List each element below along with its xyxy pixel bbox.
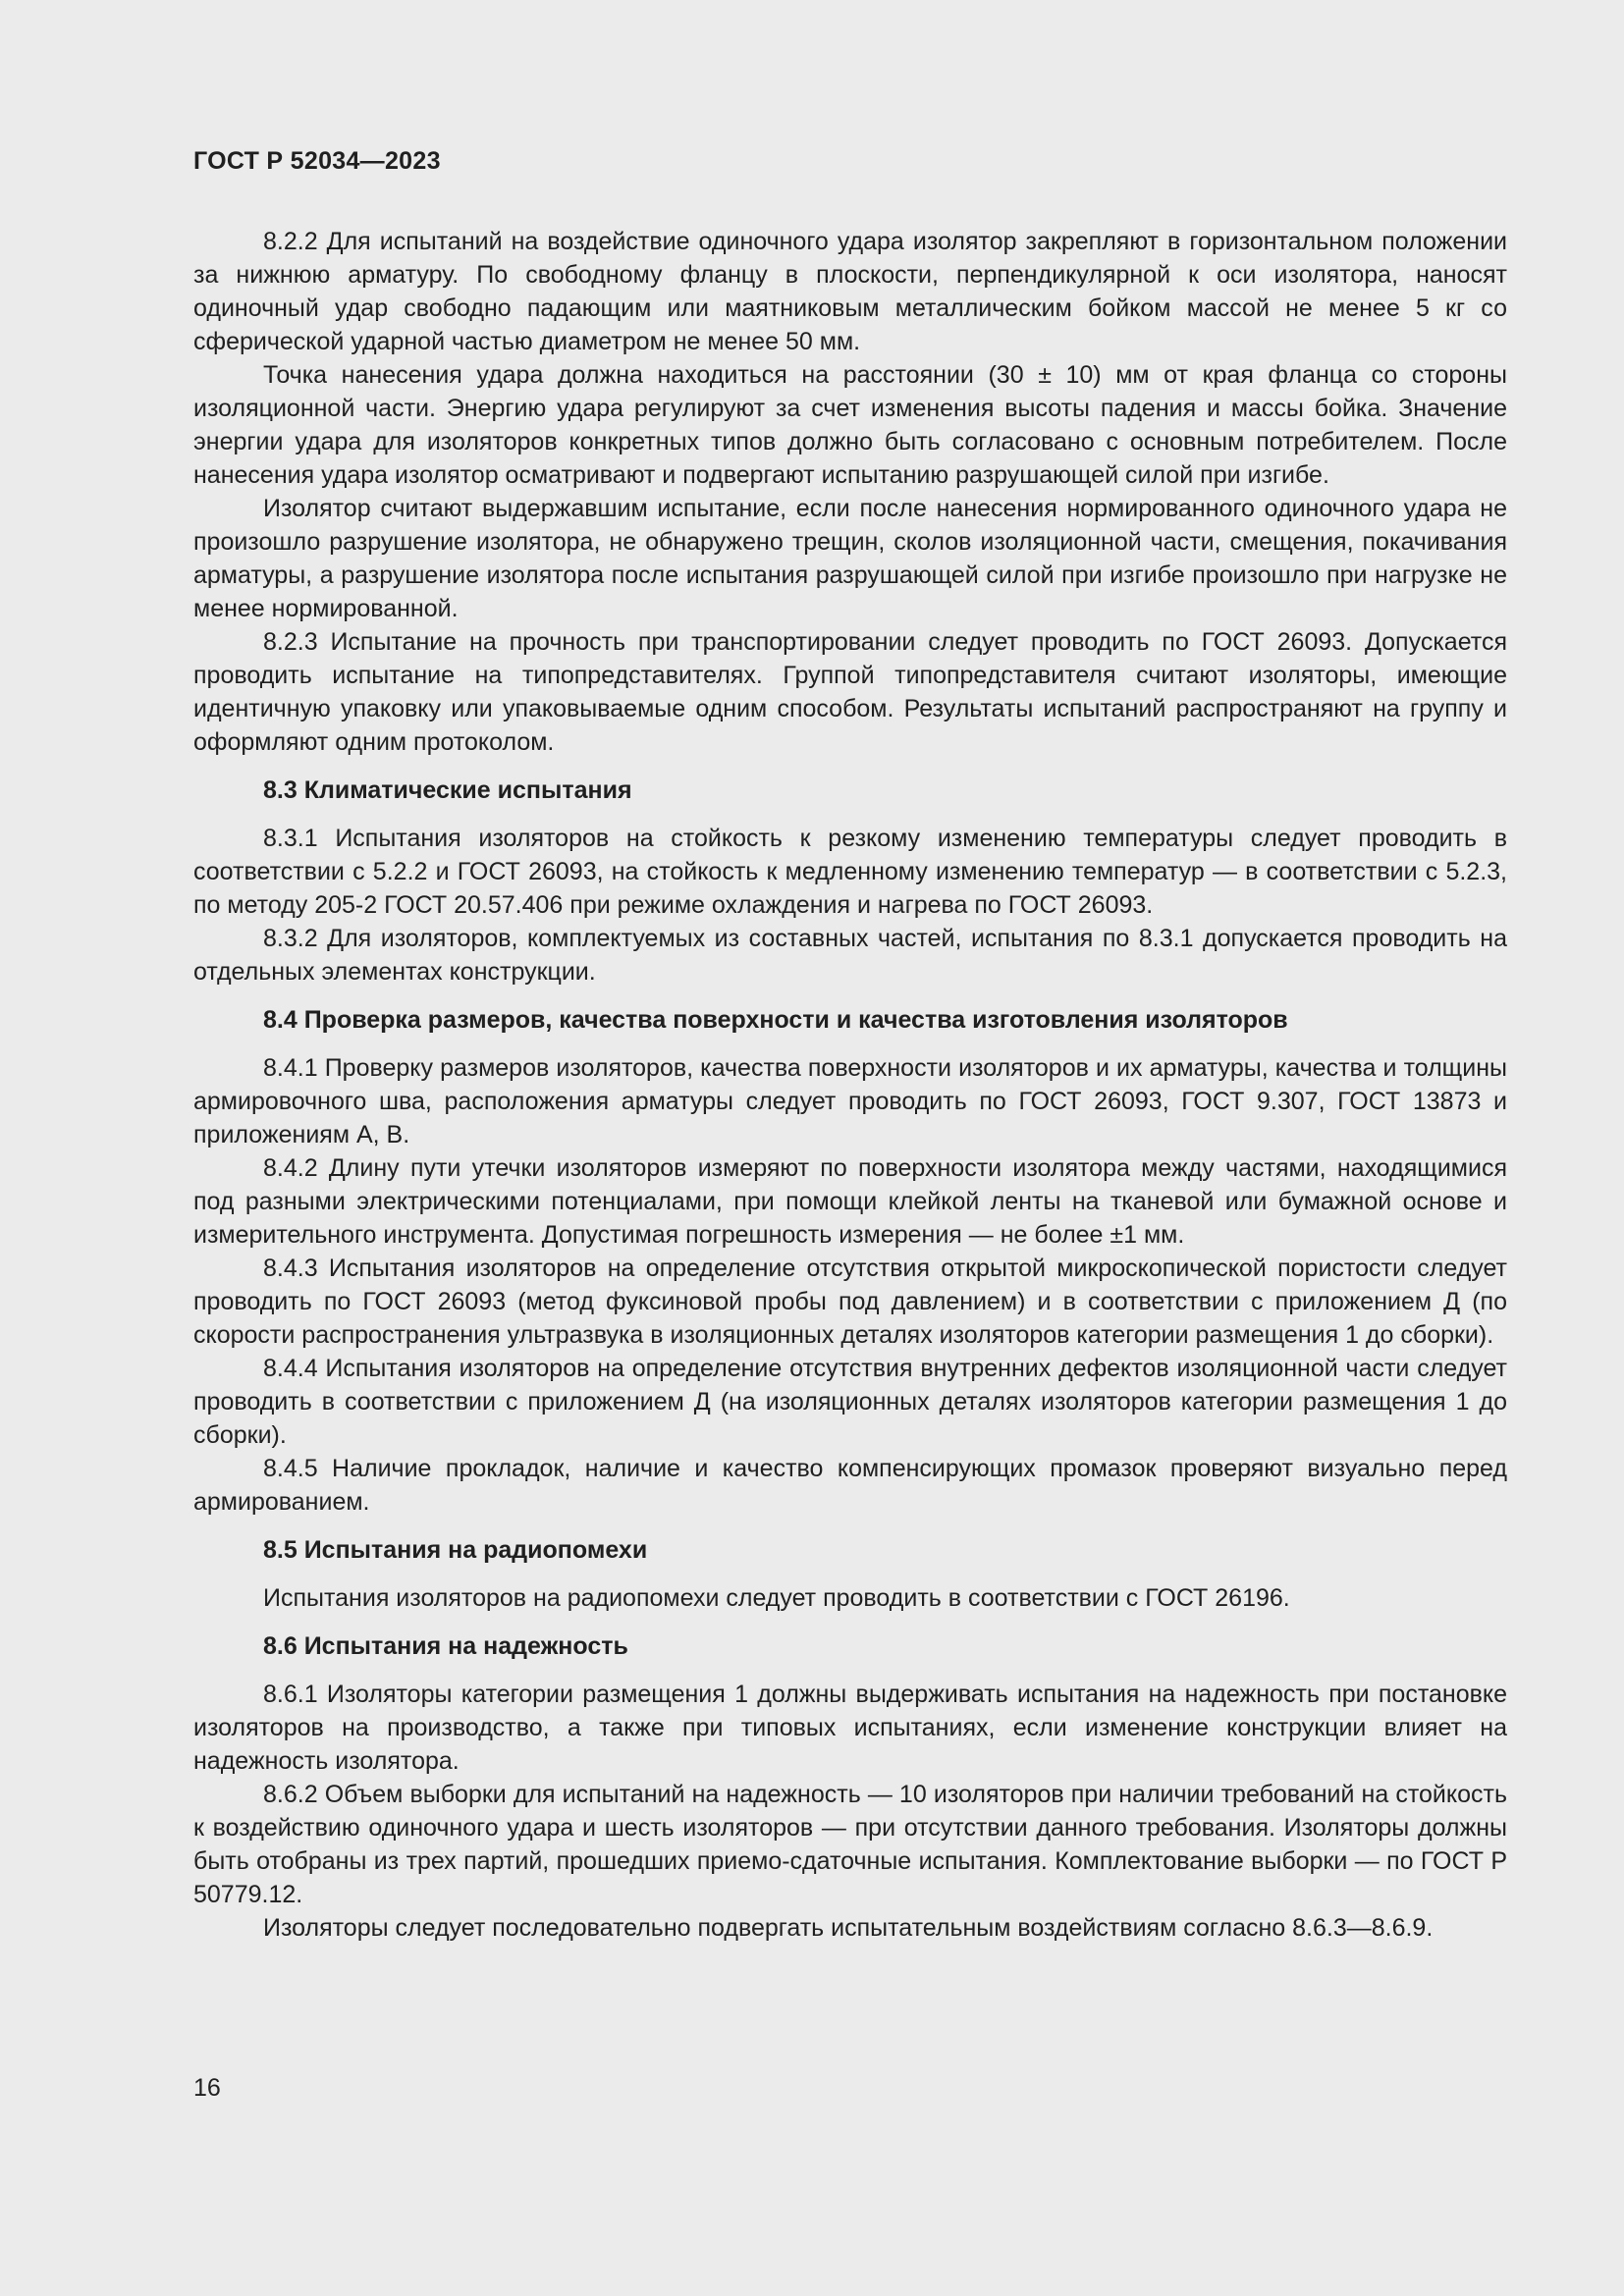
document-body [193, 225, 1507, 1945]
paragraph-8-4-4: 8.4.4 Испытания изоляторов на определение отсутствия внутренних дефектов изоляционной части следует проводить в соответствии с приложением Д (на изоляционных деталях изоляторов категории размещения 1 до сборки). [193, 1355, 1507, 1449]
document-header-title: ГОСТ Р 52034—2023 [193, 147, 441, 175]
paragraph-8-2-2: 8.2.2 Для испытаний на воздействие одиночного удара изолятор закрепляют в горизонтальном положении за нижнюю арматуру. По свободному фланцу в плоскости, перпендикулярной к оси изолятора, наносят одиночный удар свободно падающим или маятниковым металлическим бойком массой не менее 5 кг со сферической ударной частью диаметром не менее 50 мм. [193, 228, 1507, 355]
paragraph-8-6-1: 8.6.1 Изоляторы категории размещения 1 должны выдерживать испытания на надежность при постановке изоляторов на производство, а также при типовых испытаниях, если изменение конструкции влияет на надежность изолятора. [193, 1681, 1507, 1775]
section-heading-8-4: 8.4 Проверка размеров, качества поверхности и качества изготовления изоляторов [263, 1006, 1288, 1034]
paragraph-8-4-2: 8.4.2 Длину пути утечки изоляторов измеряют по поверхности изолятора между частями, находящимися под разными электрическими потенциалами, при помощи клейкой ленты на тканевой или бумажной основе и измерительного инструмента. Допустимая погрешность измерения — не более ±1 мм. [193, 1154, 1507, 1249]
section-heading-8-6: 8.6 Испытания на надежность [263, 1632, 628, 1660]
page-number: 16 [193, 2074, 221, 2102]
section-heading-8-3: 8.3 Климатические испытания [263, 776, 632, 804]
paragraph-8-2-3: 8.2.3 Испытание на прочность при транспортировании следует проводить по ГОСТ 26093. Допускается проводить испытание на типопредставителях. Группой типопредставителя считают изоляторы, имеющие идентичную упаковку или упаковываемые одним способом. Результаты испытаний распространяют на группу и оформляют одним протоколом. [193, 628, 1507, 756]
paragraph-8-4-3: 8.4.3 Испытания изоляторов на определение отсутствия открытой микроскопической пористости следует проводить по ГОСТ 26093 (метод фуксиновой пробы под давлением) и в соответствии с приложением Д (по скорости распространения ультразвука в изоляционных деталях изоляторов категории размещения 1 до сборки). [193, 1255, 1507, 1349]
paragraph-8-4-5: 8.4.5 Наличие прокладок, наличие и качество компенсирующих промазок проверяют визуально перед армированием. [193, 1455, 1507, 1516]
section-heading-8-5: 8.5 Испытания на радиопомехи [263, 1536, 648, 1564]
paragraph-8-5: Испытания изоляторов на радиопомехи следует проводить в соответствии с ГОСТ 26196. [263, 1584, 1290, 1612]
paragraph-8-3-1: 8.3.1 Испытания изоляторов на стойкость к резкому изменению температуры следует проводить в соответствии с 5.2.2 и ГОСТ 26093, на стойкость к медленному изменению температур — в соответствии с 5.2.3, по методу 205-2 ГОСТ 20.57.406 при режиме охлаждения и нагрева по ГОСТ 26093. [193, 825, 1507, 919]
paragraph-8-4-1: 8.4.1 Проверку размеров изоляторов, качества поверхности изоляторов и их арматуры, качества и толщины армировочного шва, расположения арматуры следует проводить по ГОСТ 26093, ГОСТ 9.307, ГОСТ 13873 и приложениям А, В. [193, 1054, 1507, 1148]
paragraph-8-6-2-sequence: Изоляторы следует последовательно подвергать испытательным воздействиям согласно 8.6.3—8.6.9. [263, 1914, 1434, 1942]
paragraph-8-6-2: 8.6.2 Объем выборки для испытаний на надежность — 10 изоляторов при наличии требований на стойкость к воздействию одиночного удара и шесть изоляторов — при отсутствии данного требования. Изоляторы должны быть отобраны из трех партий, прошедших приемо-сдаточные испытания. Комплектование выборки — по ГОСТ Р 50779.12. [193, 1781, 1507, 1908]
paragraph-8-3-2: 8.3.2 Для изоляторов, комплектуемых из составных частей, испытания по 8.3.1 допускается проводить на отдельных элементах конструкции. [193, 925, 1507, 986]
paragraph-8-2-2-pass-criteria: Изолятор считают выдержавшим испытание, если после нанесения нормированного одиночного удара не произошло разрушение изолятора, не обнаружено трещин, сколов изоляционной части, смещения, покачивания арматуры, а разрушение изолятора после испытания разрушающей силой при изгибе произошло при нагрузке не менее нормированной. [193, 495, 1507, 622]
paragraph-8-2-2-impact-point: Точка нанесения удара должна находиться на расстоянии (30 ± 10) мм от края фланца со стороны изоляционной части. Энергию удара регулируют за счет изменения высоты падения и массы бойка. Значение энергии удара для изоляторов конкретных типов должно быть согласовано с основным потребителем. После нанесения удара изолятор осматривают и подвергают испытанию разрушающей силой при изгибе. [193, 361, 1507, 489]
